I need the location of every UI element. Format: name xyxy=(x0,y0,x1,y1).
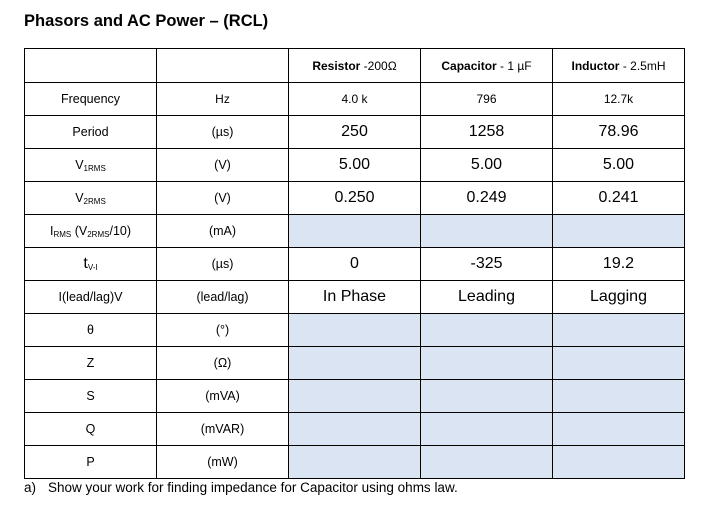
capacitor-input-cell[interactable] xyxy=(421,347,553,380)
row-unit: (mVA) xyxy=(157,380,289,413)
resistor-cell: 5.00 xyxy=(289,149,421,182)
resistor-value: -200Ω xyxy=(360,58,397,73)
inductor-cell: 0.241 xyxy=(553,182,685,215)
row-period xyxy=(25,116,685,149)
row-unit: (mVAR) xyxy=(157,413,289,446)
capacitor-cell: Leading xyxy=(421,281,553,314)
row-tvi xyxy=(25,248,685,281)
resistor-input-cell[interactable] xyxy=(289,413,421,446)
resistor-cell: In Phase xyxy=(289,281,421,314)
row-p xyxy=(25,446,685,479)
label-part: /10) xyxy=(109,223,132,238)
resistor-cell: 0 xyxy=(289,248,421,281)
capacitor-cell: 5.00 xyxy=(421,149,553,182)
table-header-row xyxy=(25,49,685,83)
label-part: (V xyxy=(71,223,88,238)
row-unit: (µs) xyxy=(157,248,289,281)
resistor-cell: 0.250 xyxy=(289,182,421,215)
resistor-cell: 4.0 k xyxy=(289,83,421,116)
row-theta xyxy=(25,314,685,347)
resistor-input-cell[interactable] xyxy=(289,314,421,347)
capacitor-input-cell[interactable] xyxy=(421,215,553,248)
inductor-value: - 2.5mH xyxy=(619,58,666,73)
capacitor-cell: -325 xyxy=(421,248,553,281)
label-sub: 2RMS xyxy=(83,196,106,206)
row-unit: (mW) xyxy=(157,446,289,479)
header-capacitor xyxy=(421,49,553,83)
capacitor-input-cell[interactable] xyxy=(421,380,553,413)
row-label: Z xyxy=(25,347,157,380)
row-q xyxy=(25,413,685,446)
inductor-input-cell[interactable] xyxy=(553,413,685,446)
label-sub: 2RMS xyxy=(87,229,110,239)
row-label xyxy=(25,215,157,248)
row-unit: (V) xyxy=(157,149,289,182)
resistor-cell: 250 xyxy=(289,116,421,149)
inductor-input-cell[interactable] xyxy=(553,380,685,413)
resistor-input-cell[interactable] xyxy=(289,215,421,248)
inductor-input-cell[interactable] xyxy=(553,446,685,479)
row-z xyxy=(25,347,685,380)
inductor-input-cell[interactable] xyxy=(553,314,685,347)
inductor-cell: Lagging xyxy=(553,281,685,314)
row-label: Q xyxy=(25,413,157,446)
header-inductor xyxy=(553,49,685,83)
capacitor-value: - 1 µF xyxy=(496,58,532,73)
label-main: V xyxy=(75,157,84,172)
row-unit: (Ω) xyxy=(157,347,289,380)
row-label: P xyxy=(25,446,157,479)
row-label: Period xyxy=(25,116,157,149)
row-unit: (mA) xyxy=(157,215,289,248)
label-sub: RMS xyxy=(53,229,72,239)
row-unit: Hz xyxy=(157,83,289,116)
capacitor-input-cell[interactable] xyxy=(421,413,553,446)
capacitor-name: Capacitor xyxy=(441,58,497,73)
resistor-input-cell[interactable] xyxy=(289,347,421,380)
footnote xyxy=(24,480,458,495)
row-label xyxy=(25,149,157,182)
label-main: t xyxy=(83,255,88,272)
row-label xyxy=(25,248,157,281)
data-table xyxy=(24,48,685,479)
capacitor-input-cell[interactable] xyxy=(421,314,553,347)
row-irms xyxy=(25,215,685,248)
row-leadlag xyxy=(25,281,685,314)
row-unit: (V) xyxy=(157,182,289,215)
inductor-cell: 5.00 xyxy=(553,149,685,182)
capacitor-cell: 796 xyxy=(421,83,553,116)
row-frequency xyxy=(25,83,685,116)
inductor-name: Inductor xyxy=(571,58,620,73)
inductor-cell: 78.96 xyxy=(553,116,685,149)
row-label: S xyxy=(25,380,157,413)
resistor-input-cell[interactable] xyxy=(289,380,421,413)
footnote-marker: a) xyxy=(24,480,37,495)
row-label: I(lead/lag)V xyxy=(25,281,157,314)
row-unit: (µs) xyxy=(157,116,289,149)
row-v2rms xyxy=(25,182,685,215)
inductor-input-cell[interactable] xyxy=(553,215,685,248)
resistor-name: Resistor xyxy=(312,58,361,73)
capacitor-input-cell[interactable] xyxy=(421,446,553,479)
header-empty-cell xyxy=(157,49,289,83)
header-empty-cell xyxy=(25,49,157,83)
capacitor-cell: 0.249 xyxy=(421,182,553,215)
capacitor-cell: 1258 xyxy=(421,116,553,149)
row-label xyxy=(25,182,157,215)
label-sub: V-I xyxy=(87,263,98,272)
inductor-input-cell[interactable] xyxy=(553,347,685,380)
row-unit: (°) xyxy=(157,314,289,347)
row-label: θ xyxy=(25,314,157,347)
inductor-cell: 12.7k xyxy=(553,83,685,116)
header-resistor xyxy=(289,49,421,83)
row-label: Frequency xyxy=(25,83,157,116)
label-part: I xyxy=(49,223,54,238)
footnote-text: Show your work for finding impedance for Capacitor using ohms law. xyxy=(48,480,458,495)
resistor-input-cell[interactable] xyxy=(289,446,421,479)
label-sub: 1RMS xyxy=(83,163,106,173)
inductor-cell: 19.2 xyxy=(553,248,685,281)
label-main: V xyxy=(75,190,84,205)
page-title: Phasors and AC Power – (RCL) xyxy=(24,12,269,30)
row-s xyxy=(25,380,685,413)
row-unit: (lead/lag) xyxy=(157,281,289,314)
row-v1rms xyxy=(25,149,685,182)
